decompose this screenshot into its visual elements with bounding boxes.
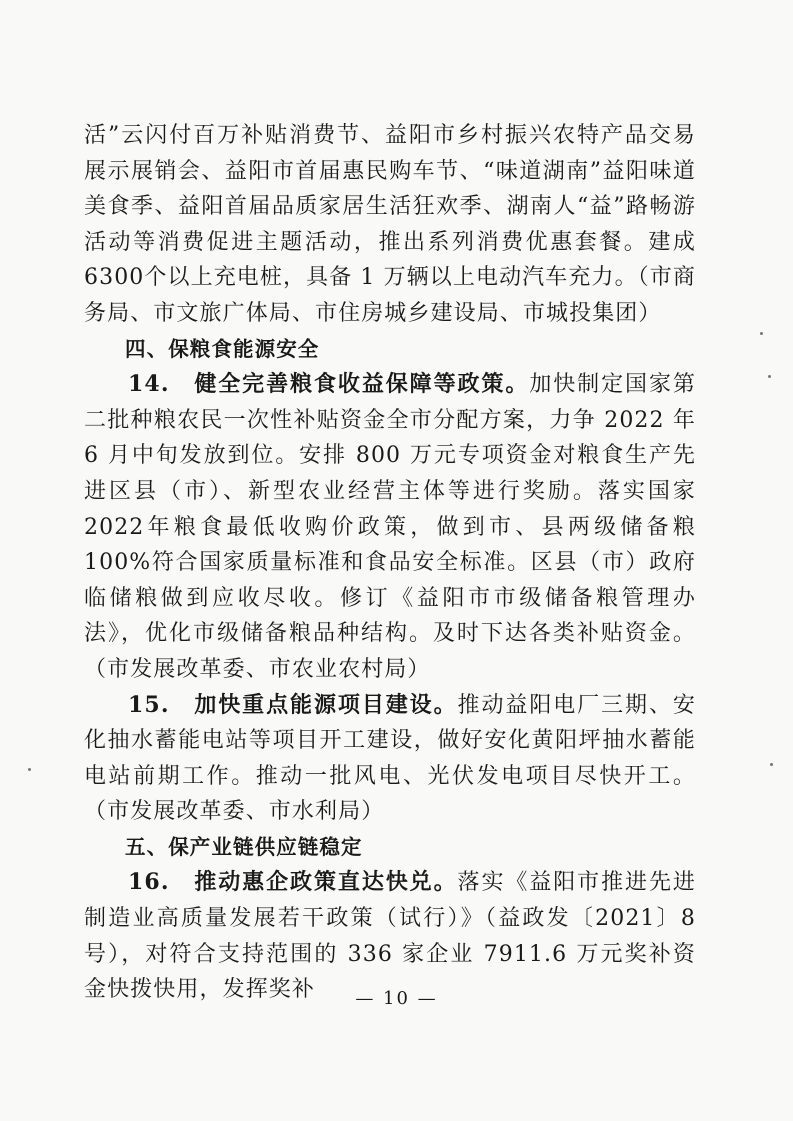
item-14-lead: 14. 健全完善粮食收益保障等政策。 — [128, 371, 530, 398]
item-16-lead: 16. 推动惠企政策直达快兑。 — [128, 869, 458, 896]
item-15-paragraph — [84, 688, 696, 830]
item-14-body: 加快制定国家第二批种粮农民一次性补贴资金全市分配方案，力争 2022 年 6 月中旬发放到位。安排 800 万元专项资金对粮食生产先进区县（市）、新型农业经营主体等进行奖励。落实国家2022年粮食最低收购价政策，做到市、县两级储备粮100%符合国家质量标准和食品安全标准。区县（市）政府临储粮做到应收尽收。修订《益阳市市级储备粮管理办法》，优化市级储备粮品种结构。及时下达各类补贴资金。（市发展改革委、市农业农村局） — [84, 372, 696, 682]
page-number: — 10 — — [355, 988, 438, 1009]
document-body — [84, 118, 696, 1008]
opening-paragraph: 活”云闪付百万补贴消费节、益阳市乡村振兴农特产品交易展示展销会、益阳市首届惠民购车节、“味道湖南”益阳味道美食季、益阳首届品质家居生活狂欢季、湖南人“益”路畅游活动等消费促进主题活动，推出系列消费优惠套餐。建成6300个以上充电桩，具备 1 万辆以上电动汽车充力。（市商务局、市文旅广体局、市住房城乡建设局、市城投集团） — [84, 123, 696, 326]
scan-speck — [28, 768, 31, 771]
item-15-lead: 15. 加快重点能源项目建设。 — [128, 691, 458, 718]
item-16-body: 落实《益阳市推进先进制造业高质量发展若干政策（试行）》（益政发〔2021〕8 号），对符合支持范围的 336 家企业 7911.6 万元奖补资金快拨快用，发挥奖补 — [84, 870, 696, 1003]
item-14-paragraph — [84, 367, 696, 687]
scan-speck — [768, 375, 771, 378]
section-5-heading: 五、保产业链供应链稳定 — [125, 834, 363, 859]
scan-speck — [760, 332, 763, 335]
item-15-body: 推动益阳电厂三期、安化抽水蓄能电站等项目开工建设，做好安化黄阳坪抽水蓄能电站前期工作。推动一批风电、光伏发电项目尽快开工。（市发展改革委、市水利局） — [84, 692, 696, 825]
item-16-paragraph — [84, 865, 696, 1007]
section-4-heading: 四、保粮食能源安全 — [125, 336, 320, 361]
scan-speck — [770, 763, 773, 766]
